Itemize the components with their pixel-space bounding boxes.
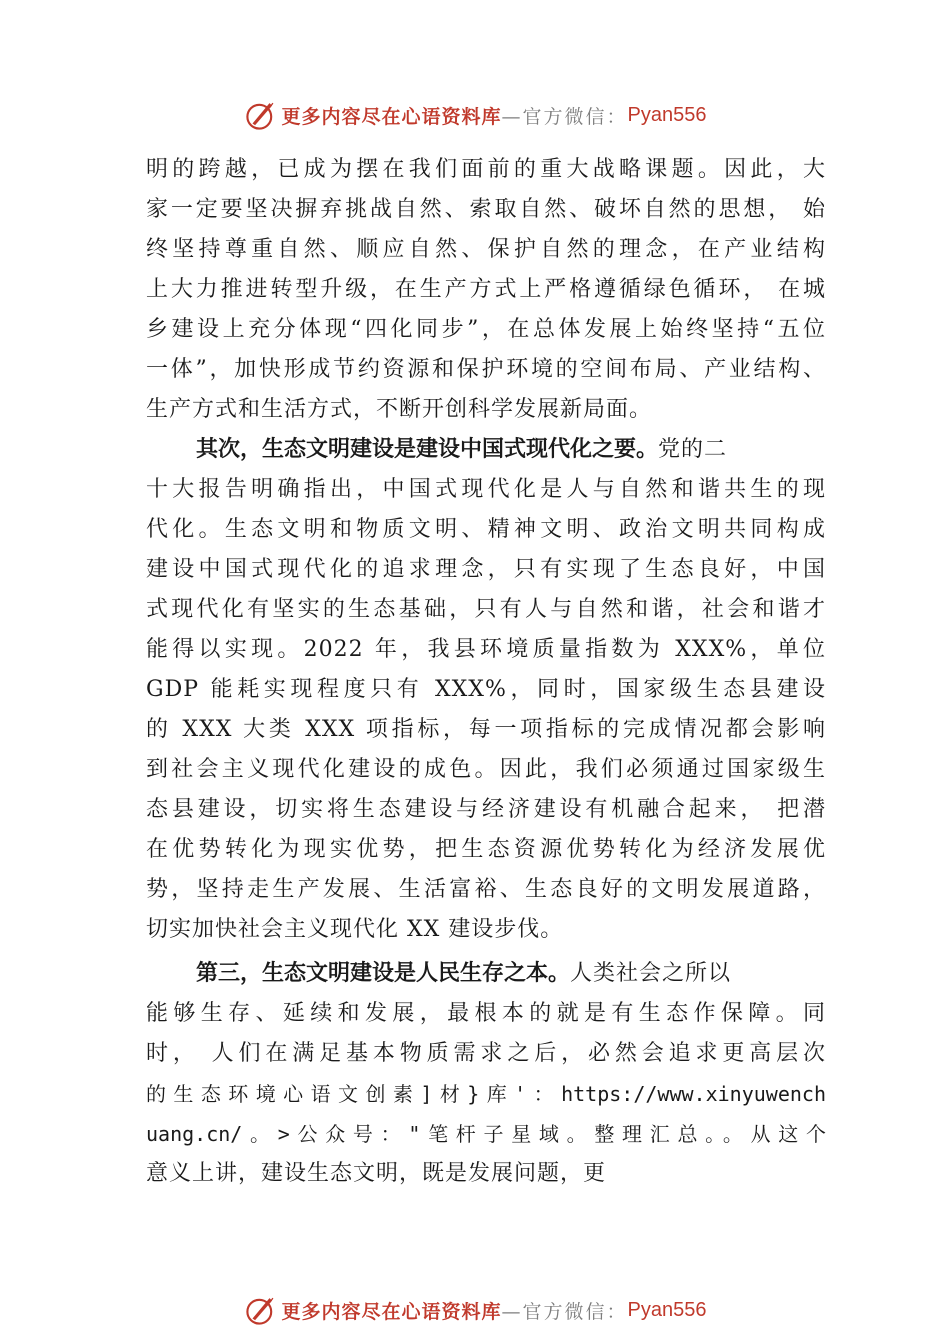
text-line: 式现代化有坚实的生态基础，只有人与自然和谐，社会和谐才 [146, 597, 826, 622]
text-line: 到社会主义现代化建设的成色。因此，我们必须通过国家级生 [146, 757, 826, 782]
document-body [146, 150, 826, 1194]
heading-lead-text: 人类社会之所以 [570, 961, 732, 986]
text-line: 上大力推进转型升级，在生产方式上严格遵循绿色循环， 在城 [146, 277, 826, 302]
heading-lead-text: 党的二 [658, 437, 728, 462]
text-line: 家一定要坚决摒弃挑战自然、索取自然、破坏自然的思想， 始 [146, 197, 826, 222]
header-watermark-banner [0, 95, 950, 135]
banner-wechat-label: —官方微信： [501, 1300, 628, 1323]
text-line: 的生态环境心语文创素]材}库'：https://www.xinyuwench [146, 1082, 826, 1106]
text-line: 一体”，加快形成节约资源和保护环境的空间布局、产业结构、 [146, 357, 826, 382]
text-line: 能得以实现。2022 年，我县环境质量指数为 XXX%，单位 [146, 637, 826, 662]
section-heading-2: 其次，生态文明建设是建设中国式现代化之要。 [196, 437, 659, 462]
text-line: 在优势转化为现实优势，把生态资源优势转化为经济发展优 [146, 837, 826, 862]
text-line: 势，坚持走生产发展、生活富裕、生态良好的文明发展道路， [146, 877, 826, 902]
text-line: 代化。生态文明和物质文明、精神文明、政治文明共同构成 [146, 517, 826, 542]
pen-feather-logo-icon [244, 1293, 278, 1327]
text-line: 生产方式和生活方式，不断开创科学发展新局面。 [146, 397, 653, 422]
banner-wechat-label: —官方微信： [501, 105, 628, 128]
banner-wechat-id: Pyan556 [627, 1298, 707, 1321]
pen-feather-logo-icon [244, 98, 278, 132]
paragraph-heading-line [146, 954, 826, 994]
text-line: 意义上讲，建设生态文明，既是发展问题，更 [146, 1161, 607, 1186]
text-line: 十大报告明确指出，中国式现代化是人与自然和谐共生的现 [146, 477, 826, 502]
section-heading-3: 第三，生态文明建设是人民生存之本。 [196, 961, 571, 986]
text-line: 明的跨越，已成为摆在我们面前的重大战略课题。因此，大 [146, 157, 826, 182]
text-line: 态县建设，切实将生态建设与经济建设有机融合起来， 把潜 [146, 797, 826, 822]
text-line: 能够生存、延续和发展，最根本的就是有生态作保障。同 [146, 1001, 826, 1026]
banner-title: 更多内容尽在心语资料库 [281, 1300, 502, 1323]
text-line: 时， 人们在满足基本物质需求之后，必然会追求更高层次 [146, 1041, 826, 1066]
banner-title: 更多内容尽在心语资料库 [281, 105, 502, 128]
text-line: 切实加快社会主义现代化 XX 建设步伐。 [146, 917, 564, 942]
text-line: 终坚持尊重自然、顺应自然、保护自然的理念，在产业结构 [146, 237, 826, 262]
text-line: 的 XXX 大类 XXX 项指标，每一项指标的完成情况都会影响 [146, 717, 826, 742]
text-line: 乡建设上充分体现“四化同步”，在总体发展上始终坚持“五位 [146, 317, 826, 342]
footer-watermark-banner [0, 1290, 950, 1330]
text-line: uang.cn/。>公众号："笔杆子星域。整理汇总。。从这个 [146, 1122, 826, 1146]
paragraph-heading-line [146, 430, 826, 470]
banner-wechat-id: Pyan556 [627, 103, 707, 126]
text-line: 建设中国式现代化的追求理念，只有实现了生态良好，中国 [146, 557, 826, 582]
text-line: GDP 能耗实现程度只有 XXX%，同时，国家级生态县建设 [146, 677, 826, 702]
